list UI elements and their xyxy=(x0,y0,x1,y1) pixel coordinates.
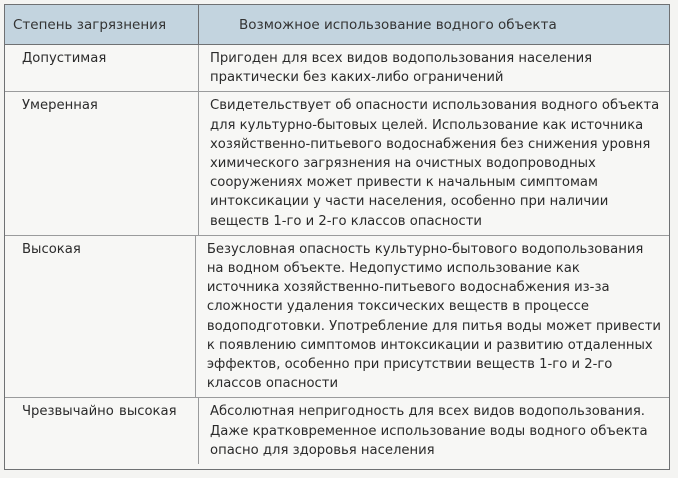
header-pollution-level: Степень загрязнения xyxy=(5,5,199,44)
description-line: источника хозяйственно-питьевого водоснабжения из-за xyxy=(206,280,610,296)
usage-description-cell xyxy=(199,92,669,234)
pollution-level-cell: Чрезвычайно высокая xyxy=(5,398,199,464)
pollution-table xyxy=(4,4,670,470)
description-line: химического загрязнения на очистных водопроводных xyxy=(210,156,596,172)
description-line: веществ 1-го и 2-го классов опасности xyxy=(210,213,482,229)
description-line: сооружениях может привести к начальным симптомам xyxy=(210,175,598,191)
description-line: на водном объекте. Недопустимо использование как xyxy=(206,261,580,277)
usage-description-cell xyxy=(199,398,669,464)
description-line: хозяйственно-питьевого водоснабжения без снижения уровня xyxy=(210,136,651,152)
usage-description-cell xyxy=(196,236,669,398)
description-line: для культурно-бытовых целей. Использование как источника xyxy=(210,117,644,133)
description-line: опасно для здоровья населения xyxy=(210,442,435,458)
description-line: интоксикации у части населения, особенно при наличии xyxy=(210,194,609,210)
description-line: сложности удаления токсических веществ в процессе xyxy=(206,299,589,315)
description-line: Свидетельствует об опасности использования водного объекта xyxy=(210,98,660,114)
pollution-level-cell: Умеренная xyxy=(5,92,199,234)
usage-description-cell xyxy=(199,45,669,91)
description-line: эффектов, особенно при присутствии веществ 1-го и 2-го xyxy=(206,357,613,373)
table-row xyxy=(5,235,669,398)
description-line: водоподготовки. Употребление для питья воды может привести xyxy=(206,318,661,334)
table-row xyxy=(5,397,669,464)
description-line: Пригоден для всех видов водопользования населения xyxy=(210,51,593,66)
pollution-level-cell: Высокая xyxy=(5,236,196,398)
table-row xyxy=(5,91,669,234)
description-line: классов опасности xyxy=(206,376,339,392)
table-body xyxy=(5,45,669,464)
description-line: Даже кратковременное использование воды водного объекта xyxy=(210,423,648,439)
description-line: практически без каких-либо ограничений xyxy=(210,70,504,86)
description-line: Абсолютная непригодность для всех видов водопользования. xyxy=(210,404,645,420)
header-possible-use: Возможное использование водного объекта xyxy=(239,17,557,33)
description-line: к появлению симптомов интоксикации и развитию отдаленных xyxy=(206,337,653,353)
description-line: Безусловная опасность культурно-бытового водопользования xyxy=(206,241,644,257)
pollution-level-cell: Допустимая xyxy=(5,45,199,91)
table-row xyxy=(5,45,669,91)
table-header xyxy=(5,5,669,45)
